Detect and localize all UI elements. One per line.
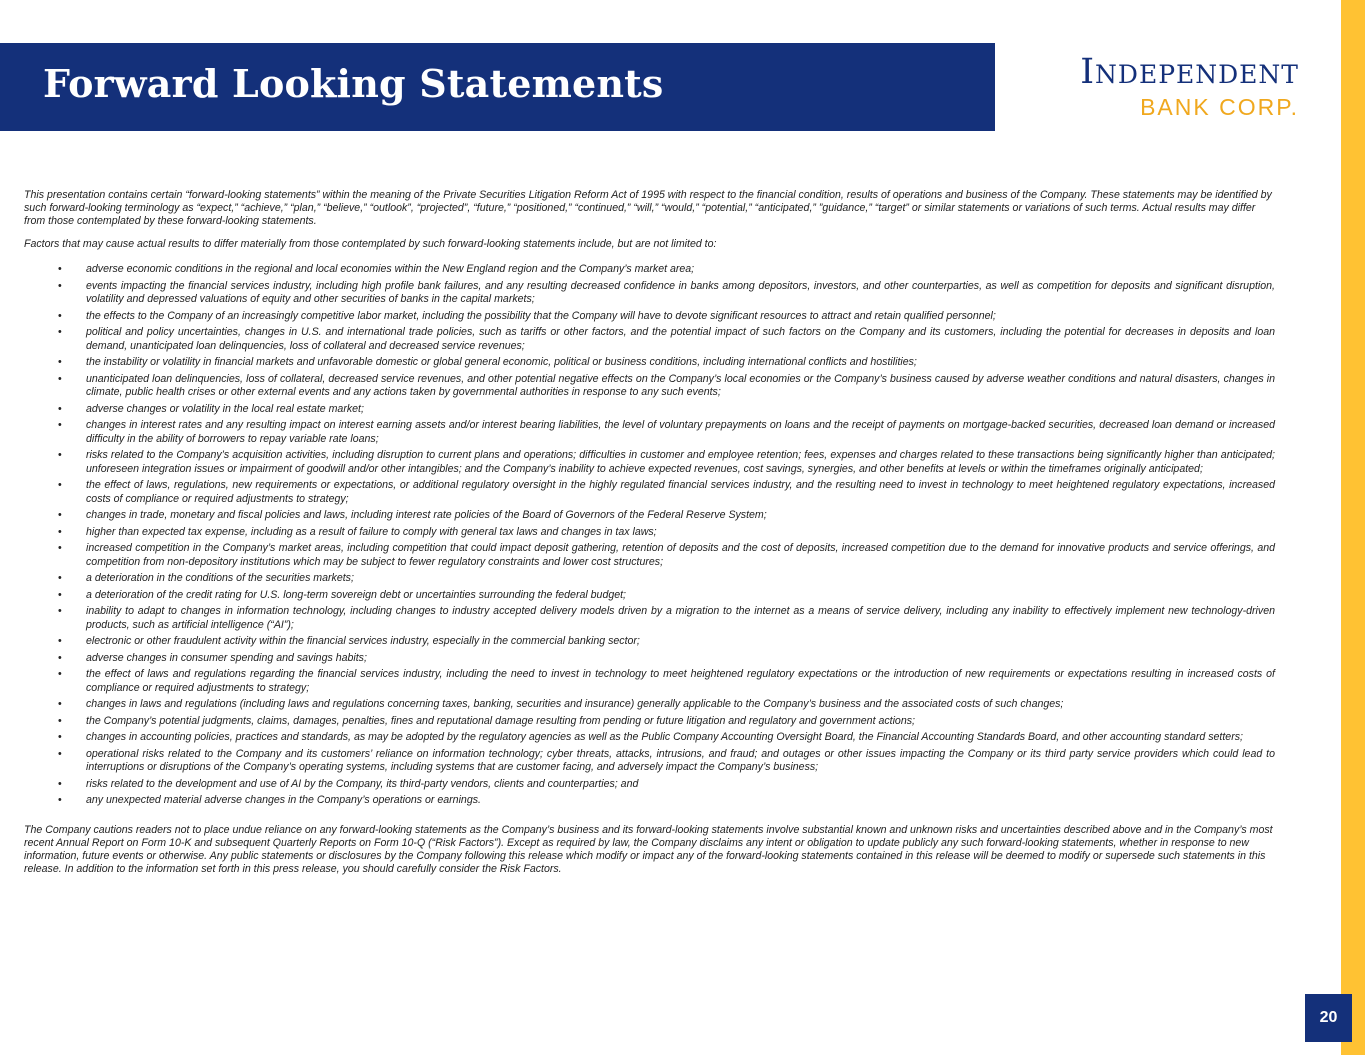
page-number: 20 — [1305, 994, 1352, 1042]
list-item: • the Company’s potential judgments, claims, damages, penalties, fines and reputational damage resulting from pending or future litigation and regulatory and government actions; — [24, 715, 1275, 729]
list-item: • electronic or other fraudulent activity within the financial services industry, especially in the commercial banking sector; — [24, 635, 1275, 649]
intro-paragraph: This presentation contains certain “forward-looking statements” within the meaning of the Private Securities Litigation Reform Act of 1995 with respect to the financial condition, results of operations and business of the Company. These statements may be identified by such forward-looking terminology as “expect,” “achieve,” “plan,” “believe,” “outlook”, “projected”, “future,” “positioned,” “continued,” “will,” “would,” “potential,” “anticipated,” ”guidance,” “target” or similar statements or variations of such terms. Actual results may differ from those contemplated by these forward-looking statements. — [24, 189, 1272, 227]
list-item: • events impacting the financial services industry, including high profile bank failures, and any resulting decreased confidence in banks among depositors, investors, and other counterparties, as well as competition for deposits and significant disruption, volatility and depressed valuations of equity and other securities of banks in the capital markets; — [24, 280, 1275, 307]
list-item: • changes in laws and regulations (including laws and regulations concerning taxes, banking, securities and insurance) generally applicable to the Company’s business and the associated costs of such changes; — [24, 698, 1275, 712]
closing-paragraph: The Company cautions readers not to place undue reliance on any forward-looking statements as the Company’s business and its forward-looking statements involve substantial known and unknown risks and uncertainties described above and in the Company’s most recent Annual Report on Form 10-K and subsequent Quarterly Reports on Form 10-Q (“Risk Factors”). Except as required by law, the Company disclaims any intent or obligation to update publicly any such forward-looking statements, whether in response to new information, future events or otherwise. Any public statements or disclosures by the Company following this release which modify or impact any of the forward-looking statements contained in this release will be deemed to modify or supersede such statements in this release. In addition to the information set forth in this press release, you should carefully consider the Risk Factors. — [24, 823, 1273, 875]
list-item: • political and policy uncertainties, changes in U.S. and international trade policies, such as tariffs or other factors, and the potential impact of such factors on the Company and its customers, including the potential for decreases in deposits and loan demand, unanticipated loan delinquencies, loss of collateral and decreased service revenues; — [24, 326, 1275, 353]
factors-intro: Factors that may cause actual results to differ materially from those contemplated by such forward-looking statements include, but are not limited to: — [24, 238, 717, 250]
logo-subtitle: BANK CORP. — [1140, 94, 1299, 120]
page-title: Forward Looking Statements — [43, 61, 664, 106]
list-item: • any unexpected material adverse changes in the Company’s operations or earnings. — [24, 794, 1275, 808]
list-item: • changes in trade, monetary and fiscal policies and laws, including interest rate policies of the Board of Governors of the Federal Reserve System; — [24, 509, 1275, 523]
logo-wordmark: Independent — [1080, 52, 1299, 92]
list-item: • risks related to the development and use of AI by the Company, its third-party vendors, clients and counterparties; and — [24, 778, 1275, 792]
company-logo — [1030, 52, 1305, 124]
statement-body — [24, 189, 1275, 886]
list-item: • increased competition in the Company’s market areas, including competition that could impact deposit gathering, retention of deposits and the cost of deposits, increased competition due to the demand for innovative products and service offerings, and competition from non-depository institutions which may be subject to fewer regulatory constraints and lower cost structures; — [24, 542, 1275, 569]
list-item: • risks related to the Company’s acquisition activities, including disruption to current plans and operations; difficulties in customer and employee retention; fees, expenses and charges related to these transactions being significantly higher than anticipated; unforeseen integration issues or impairment of goodwill and/or other intangibles; and the Company’s inability to achieve expected revenues, cost savings, synergies, and other benefits at levels or within the timeframes originally anticipated; — [24, 449, 1275, 476]
list-item: • inability to adapt to changes in information technology, including changes to industry accepted delivery models driven by a migration to the internet as a means of service delivery, including any inability to effectively implement new technology-driven products, such as artificial intelligence (“AI”); — [24, 605, 1275, 632]
list-item: • the effects to the Company of an increasingly competitive labor market, including the possibility that the Company will have to devote significant resources to attract and retain qualified personnel; — [24, 310, 1275, 324]
risk-factor-list — [24, 263, 1275, 808]
list-item: • changes in interest rates and any resulting impact on interest earning assets and/or interest bearing liabilities, the level of voluntary prepayments on loans and the receipt of payments on mortgage-backed securities, decreased loan demand or increased difficulty in the ability of borrowers to repay variable rate loans; — [24, 419, 1275, 446]
title-bar — [0, 43, 995, 131]
list-item: • the effect of laws and regulations regarding the financial services industry, including the need to invest in technology to meet heightened regulatory expectations or the introduction of new requirements or expectations resulting in increased costs of compliance or required adjustments to strategy; — [24, 668, 1275, 695]
list-item: • operational risks related to the Company and its customers’ reliance on information technology; cyber threats, attacks, intrusions, and fraud; and outages or other issues impacting the Company or its third party service providers which could lead to interruptions or disruptions of the Company’s operating systems, including systems that are customer facing, and adversely impact the Company’s business; — [24, 748, 1275, 775]
side-accent-stripe — [1341, 0, 1365, 1055]
list-item: • changes in accounting policies, practices and standards, as may be adopted by the regulatory agencies as well as the Public Company Accounting Oversight Board, the Financial Accounting Standards Board, and other accounting standard setters; — [24, 731, 1275, 745]
list-item: • higher than expected tax expense, including as a result of failure to comply with general tax laws and changes in tax laws; — [24, 526, 1275, 540]
list-item: • unanticipated loan delinquencies, loss of collateral, decreased service revenues, and other potential negative effects on the Company’s local economies or the Company’s business caused by adverse weather conditions and natural disasters, changes in climate, public health crises or other external events and any actions taken by governmental authorities in response to any such events; — [24, 373, 1275, 400]
list-item: • adverse changes or volatility in the local real estate market; — [24, 403, 1275, 417]
list-item: • a deterioration in the conditions of the securities markets; — [24, 572, 1275, 586]
list-item: • adverse changes in consumer spending and savings habits; — [24, 652, 1275, 666]
list-item: • a deterioration of the credit rating for U.S. long-term sovereign debt or uncertainties surrounding the federal budget; — [24, 589, 1275, 603]
list-item: • adverse economic conditions in the regional and local economies within the New England region and the Company’s market area; — [24, 263, 1275, 277]
list-item: • the effect of laws, regulations, new requirements or expectations, or additional regulatory oversight in the highly regulated financial services industry, and the resulting need to invest in technology to meet heightened regulatory expectations, increased costs of compliance or required adjustments to strategy; — [24, 479, 1275, 506]
list-item: • the instability or volatility in financial markets and unfavorable domestic or global general economic, political or business conditions, including international conflicts and hostilities; — [24, 356, 1275, 370]
